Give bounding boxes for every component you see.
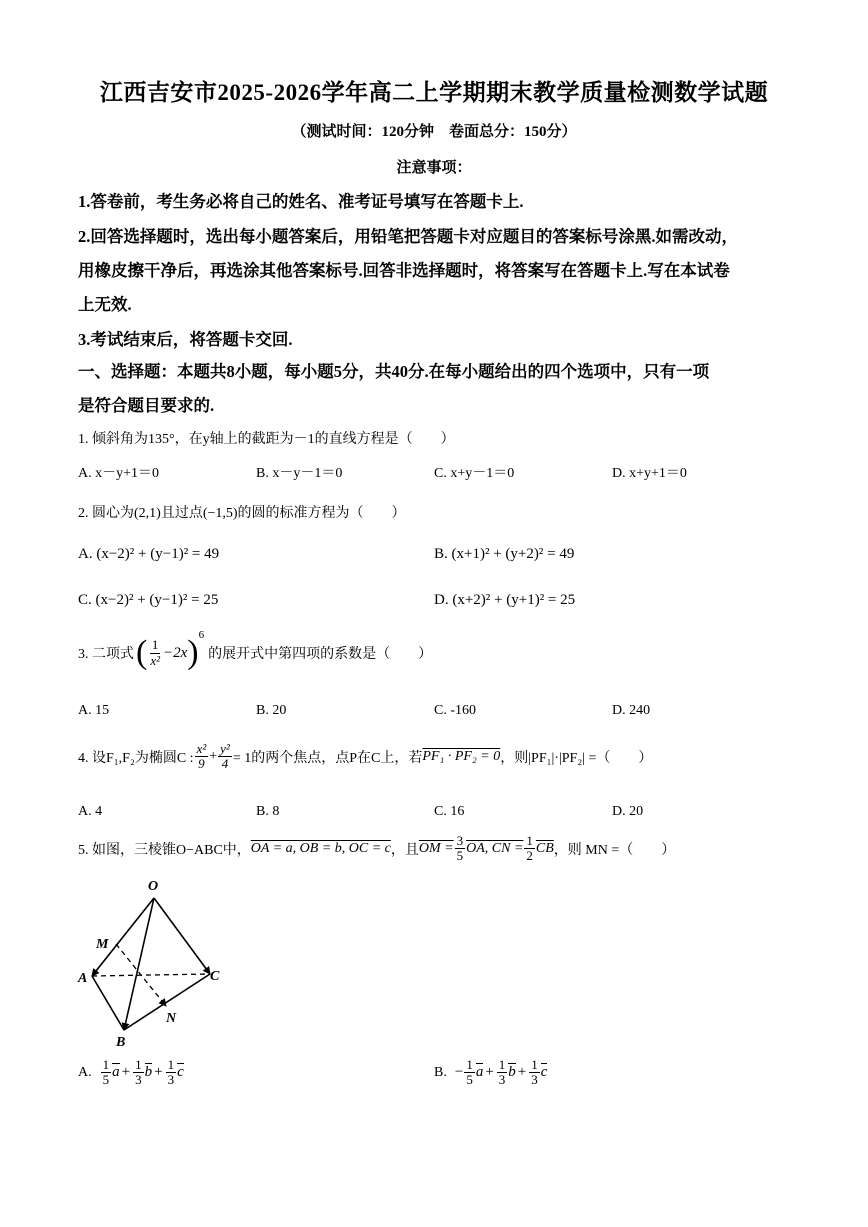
- q5-option-b: B. − $\frac{1}{5}$ a + $\frac{1}{3}$ b + $\frac{1}{3}$ c: [434, 1057, 548, 1088]
- q4-option-c: C. 16: [434, 804, 465, 819]
- q5-prefix: 5. 如图，三棱锥O−ABC中，: [78, 842, 251, 858]
- label-a: A: [78, 971, 88, 986]
- q4-plus: +: [209, 748, 218, 764]
- q2-option-a: A. (x−2)² + (y−1)² = 49: [78, 546, 220, 562]
- q3-minus-term: −2x: [163, 644, 188, 661]
- q3-option-a: A. 15: [78, 703, 110, 718]
- q2-option-d: D. (x+2)² + (y+1)² = 25: [434, 592, 576, 608]
- q3-option-b: B. 20: [256, 703, 287, 718]
- q1-option-a: A. x－y+1＝0: [78, 466, 160, 481]
- q4-tail: ，则|PF₁|·|PF₂| =（ ）: [500, 750, 653, 766]
- edge-ac: [92, 974, 210, 976]
- notice-line-1: 1.答卷前，考生务必将自己的姓名、准考证号填写在答题卡上.: [78, 192, 524, 211]
- q5-oa-cn: OA, CN =: [466, 840, 524, 856]
- q5-cb: $\overline{CB}$: [535, 840, 554, 856]
- notice-line-2a: 2.回答选择题时，选出每小题答案后，用铅笔把答题卡对应题目的答案标号涂黑.如需改动，: [78, 227, 738, 246]
- q4-fraction-x: $\frac{\text{x²}}{9}$: [196, 741, 207, 772]
- q4-fraction-y: $\frac{\text{y²}}{4}$: [220, 741, 230, 772]
- q3-exponent: 6: [198, 629, 205, 641]
- q3-option-c: C. -160: [434, 703, 476, 718]
- q3-right-paren: ): [187, 634, 199, 671]
- q1-option-d: D. x+y+1＝0: [612, 466, 687, 481]
- section1-heading-a: 一、选择题：本题共8小题，每小题5分，共40分.在每小题给出的四个选项中，只有一项: [78, 362, 710, 381]
- q5-tail: ，则 MN =（ ）: [553, 842, 676, 858]
- q4-option-b: B. 8: [256, 804, 280, 819]
- q5-pyramid-figure: [70, 872, 240, 1052]
- q1-option-c: C. x+y－1＝0: [434, 466, 515, 481]
- q4-mid: = 1的两个焦点，点P在C上，若: [232, 750, 423, 766]
- q5-stem: [78, 834, 675, 864]
- label-b: B: [116, 1035, 126, 1050]
- notice-line-2b: 用橡皮擦干净后，再选涂其他答案标号.回答非选择题时，将答案写在答题卡上.写在本试卷: [78, 261, 730, 280]
- label-o: O: [148, 879, 159, 894]
- q5-mid: ，且: [390, 842, 419, 858]
- exam-subtitle: （测试时间：120分钟 卷面总分：150分）: [291, 124, 577, 140]
- notice-line-3: 3.考试结束后，将答题卡交回.: [78, 330, 293, 349]
- q4-option-d: D. 20: [612, 804, 644, 819]
- q5-frac-3-5: $\frac{3}{5}$: [456, 833, 464, 864]
- q5-frac-1-2: $\frac{1}{2}$: [526, 833, 533, 864]
- label-n: N: [166, 1011, 177, 1026]
- edge-ab: [92, 976, 124, 1030]
- q3-fraction: $\frac{1}{\text{x²}}$: [150, 637, 160, 668]
- q1-stem: 1. 倾斜角为135°，在y轴上的截距为－1的直线方程是（ ）: [78, 432, 455, 447]
- q3-suffix: 的展开式中第四项的系数是（ ）: [208, 647, 433, 662]
- q2-option-b: B. (x+1)² + (y+2)² = 49: [434, 546, 575, 562]
- q5-om: OM =: [418, 840, 454, 856]
- q5-option-a: A. $\frac{1}{5}$ a + $\frac{1}{3}$ b + $\frac{1}{3}$ c: [78, 1057, 184, 1088]
- q2-option-c: C. (x−2)² + (y−1)² = 25: [78, 592, 219, 608]
- section1-heading-b: 是符合题目要求的.: [78, 396, 215, 415]
- q3-left-paren: (: [136, 634, 148, 671]
- exam-title: 江西吉安市2025-2026学年高二上学期期末教学质量检测数学试题: [99, 80, 769, 105]
- q4-stem: [78, 742, 652, 772]
- notice-heading: 注意事项：: [396, 160, 472, 176]
- q3-option-d: D. 240: [612, 703, 651, 718]
- q4-condition: PF₁ · PF₂ = 0: [422, 748, 501, 764]
- edge-oc: [154, 898, 210, 974]
- q2-stem: 2. 圆心为(2,1)且过点(−1,5)的圆的标准方程为（ ）: [78, 506, 406, 521]
- notice-line-2c: 上无效.: [78, 295, 132, 314]
- q3-stem: [78, 629, 433, 671]
- q5-vectors: OA = a, OB = b, OC = c: [250, 840, 391, 856]
- label-c: C: [210, 969, 220, 984]
- q1-option-b: B. x－y－1＝0: [256, 466, 343, 481]
- label-m: M: [96, 937, 109, 952]
- q3-prefix: 3. 二项式: [78, 647, 134, 662]
- q4-prefix: 4. 设F₁,F₂为椭圆C :: [78, 750, 194, 766]
- q4-option-a: A. 4: [78, 804, 103, 819]
